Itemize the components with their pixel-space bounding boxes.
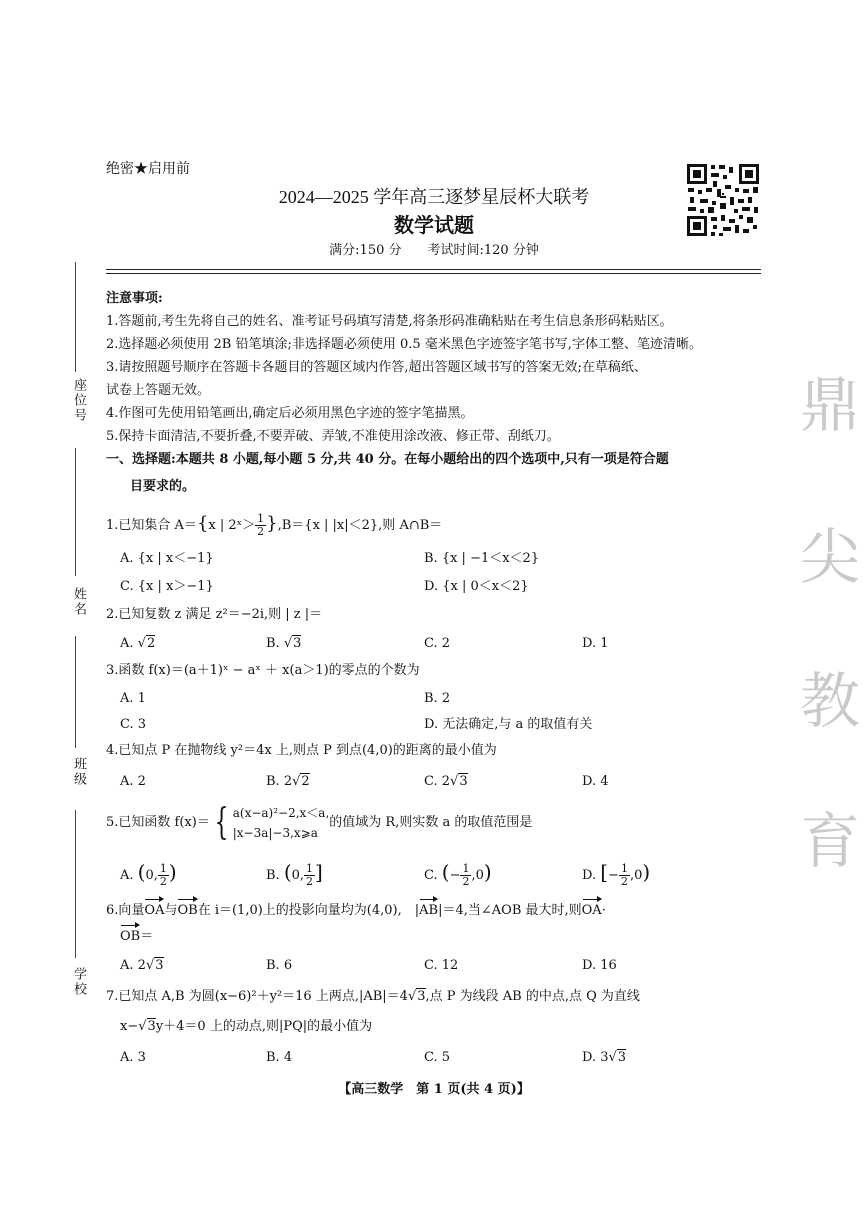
q1-option-a[interactable]: A. {x | x＜−1} xyxy=(120,551,214,566)
exam-title: 2024—2025 学年高三逐梦星辰杯大联考 xyxy=(278,187,590,207)
note-item: 5.保持卡面清洁,不要折叠,不要弄破、弄皱,不准使用涂改液、修正带、刮纸刀。 xyxy=(106,429,560,444)
note-item: 试卷上答题无效。 xyxy=(106,383,211,398)
q3-option-a[interactable]: A. 1 xyxy=(120,691,146,706)
q7-option-d[interactable]: D. 3√3 xyxy=(582,1050,627,1065)
q4-option-a[interactable]: A. 2 xyxy=(120,774,146,789)
question-7-stem: 7.已知点 A,B 为圆(x−6)²＋y²＝16 上两点,|AB|＝4√3,点 P 为线段 AB 的中点,点 Q 为直线 xyxy=(106,989,640,1004)
subject-title: 数学试题 xyxy=(394,213,474,237)
q3-option-b[interactable]: B. 2 xyxy=(424,691,451,706)
side-label-name: 姓名 xyxy=(71,587,86,617)
note-item: 1.答题前,考生先将自己的姓名、准考证号码填写清楚,将条形码准确粘贴在考生信息条形码粘贴区。 xyxy=(106,314,673,329)
binding-line xyxy=(75,448,76,576)
page-footer: 【高三数学 第 1 页(共 4 页)】 xyxy=(338,1082,530,1097)
question-4-stem: 4.已知点 P 在抛物线 y²＝4x 上,则点 P 到点(4,0)的距离的最小值为 xyxy=(106,743,497,758)
secret-label: 绝密★启用前 xyxy=(106,161,190,177)
q4-option-d[interactable]: D. 4 xyxy=(582,774,609,789)
q1-option-b[interactable]: B. {x | −1＜x＜2} xyxy=(424,551,540,566)
question-3-stem: 3.函数 f(x)＝(a＋1)ˣ − aˣ ＋ x(a＞1)的零点的个数为 xyxy=(106,663,420,678)
watermark-char: 尖 xyxy=(800,523,860,593)
side-label-seat: 座位号 xyxy=(71,377,86,423)
side-label-class: 班级 xyxy=(71,757,86,787)
q3-option-c[interactable]: C. 3 xyxy=(120,717,147,732)
binding-line xyxy=(75,636,76,748)
q5-option-a[interactable]: A. (0, $\frac{1}{2}$ ) xyxy=(120,860,177,888)
header-rule xyxy=(106,269,761,270)
note-item: 2.选择题必须使用 2B 铅笔填涂;非选择题必须使用 0.5 毫米黑色字迹签字笔书写,字体工整、笔迹清晰。 xyxy=(106,337,702,352)
note-item: 3.请按照题号顺序在答题卡各题目的答题区域内作答,超出答题区域书写的答案无效;在草稿纸、 xyxy=(106,360,647,375)
q2-option-c[interactable]: C. 2 xyxy=(424,636,451,651)
watermark-char: 育 xyxy=(800,807,860,877)
q7-option-b[interactable]: B. 4 xyxy=(266,1050,293,1065)
q2-option-b[interactable]: B. √3 xyxy=(266,636,302,651)
q6-option-d[interactable]: D. 16 xyxy=(582,958,617,973)
header-rule xyxy=(106,273,761,274)
binding-line xyxy=(75,810,76,958)
q5-option-b[interactable]: B. (0, $\frac{1}{2}$ ] xyxy=(266,860,323,888)
q2-option-d[interactable]: D. 1 xyxy=(582,636,609,651)
binding-line xyxy=(75,262,76,372)
watermark-char: 鼎 xyxy=(800,371,860,441)
side-label-school: 学校 xyxy=(71,967,86,997)
question-6-stem-cont: OB＝ xyxy=(120,929,154,944)
q4-option-b[interactable]: B. 2√2 xyxy=(266,774,310,789)
section-heading: 一、选择题:本题共 8 小题,每小题 5 分,共 40 分。在每小题给出的四个选项中,只有一项是符合题 xyxy=(106,452,669,467)
q2-option-a[interactable]: A. √2 xyxy=(120,636,156,651)
watermark-char: 教 xyxy=(800,667,860,737)
notes-heading: 注意事项: xyxy=(106,291,163,306)
question-1-stem: 1.已知集合 A＝{x | 2ˣ＞ $\frac{1}{2}$ },B＝{x | |x|＜2},则 A∩B＝ xyxy=(106,512,443,538)
q5-option-c[interactable]: C. (− $\frac{1}{2}$ ,0) xyxy=(424,860,492,888)
qr-code-icon xyxy=(686,163,760,237)
q7-option-c[interactable]: C. 5 xyxy=(424,1050,451,1065)
q6-option-a[interactable]: A. 2√3 xyxy=(120,958,164,973)
q6-option-b[interactable]: B. 6 xyxy=(266,958,293,973)
section-heading: 目要求的。 xyxy=(130,479,196,494)
q7-option-a[interactable]: A. 3 xyxy=(120,1050,146,1065)
q3-option-d[interactable]: D. 无法确定,与 a 的取值有关 xyxy=(424,717,593,732)
note-item: 4.作图可先使用铅笔画出,确定后必须用黑色字迹的签字笔描黑。 xyxy=(106,406,474,421)
exam-meta: 满分:150 分 考试时间:120 分钟 xyxy=(329,243,539,258)
question-5-stem: 5.已知函数 f(x)＝ { a(x−a)²−2,x＜a, |x−3a|−3,x⩾a 的值域为 R,则实数 a 的取值范围是 xyxy=(106,802,533,843)
q1-option-c[interactable]: C. {x | x＞−1} xyxy=(120,579,214,594)
question-7-stem-cont: x−√3y＋4＝0 上的动点,则|PQ|的最小值为 xyxy=(120,1019,373,1034)
q4-option-c[interactable]: C. 2√3 xyxy=(424,774,468,789)
question-6-stem: 6.向量OA与OB在 i＝(1,0)上的投影向量均为(4,0), |AB|＝4,当∠AOB 最大时,则OA· xyxy=(106,903,606,918)
question-2-stem: 2.已知复数 z 满足 z²＝−2i,则 | z |＝ xyxy=(106,607,323,622)
q1-option-d[interactable]: D. {x | 0＜x＜2} xyxy=(424,579,529,594)
q6-option-c[interactable]: C. 12 xyxy=(424,958,459,973)
q5-option-d[interactable]: D. [− $\frac{1}{2}$ ,0) xyxy=(582,860,651,888)
